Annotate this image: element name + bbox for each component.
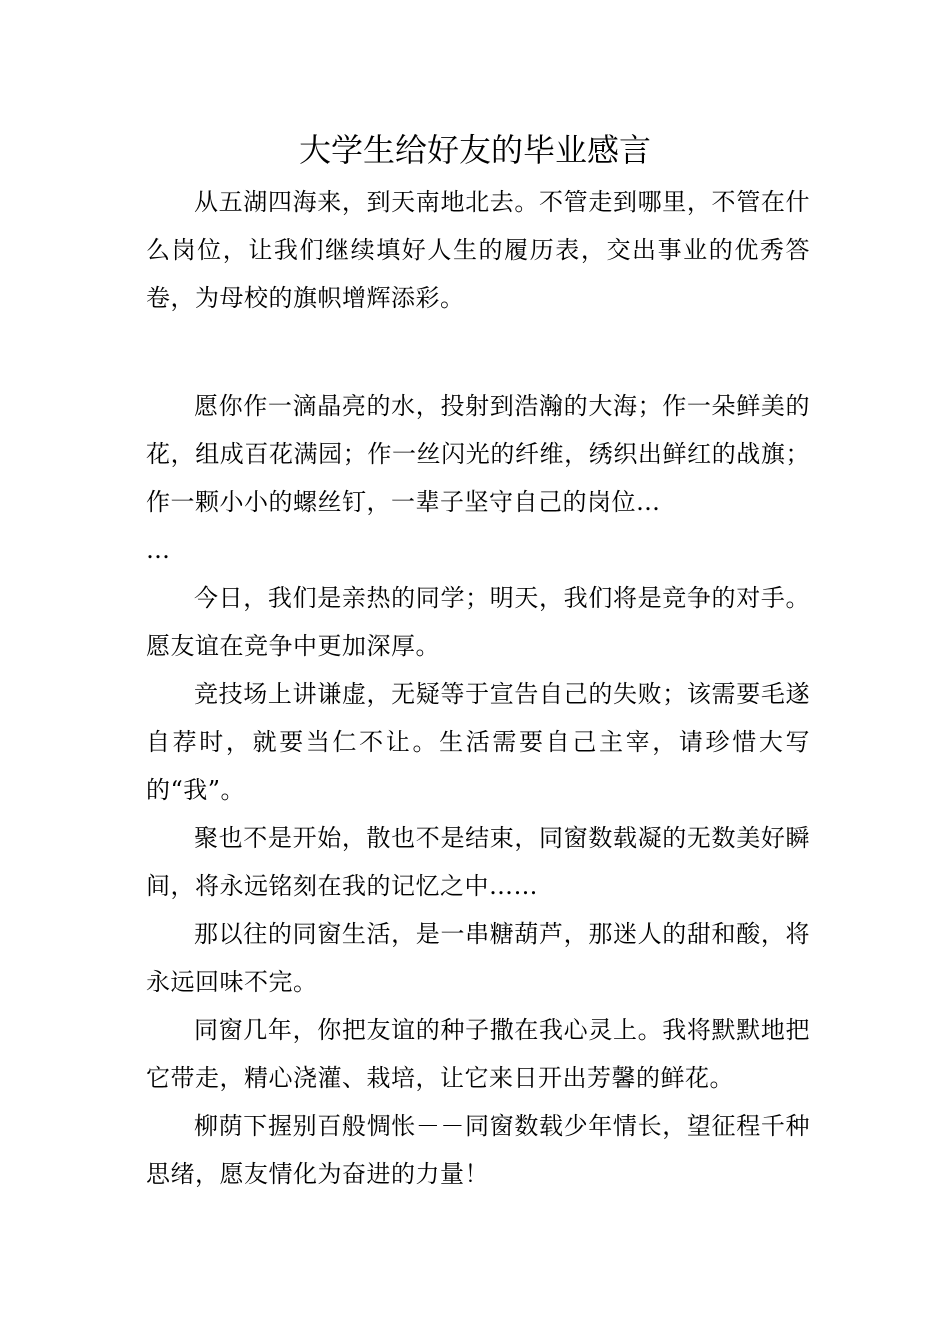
- paragraph-2: 愿你作一滴晶亮的水，投射到浩瀚的大海；作一朵鲜美的花，组成百花满园；作一丝闪光的纤维，绣织出鲜红的战旗；作一颗小小的螺丝钉，一辈子坚守自己的岗位…: [146, 392, 810, 516]
- paragraph-8: 柳荫下握别百般惆怅－－同窗数载少年情长，望征程千种思绪，愿友情化为奋进的力量！: [146, 1112, 810, 1188]
- paragraph-4: 竞技场上讲谦虚，无疑等于宣告自己的失败；该需要毛遂自荐时，就要当仁不让。生活需要自己主宰，请珍惜大写的“我”。: [146, 680, 810, 804]
- paragraph-5: 聚也不是开始，散也不是结束，同窗数载凝的无数美好瞬间，将永远铭刻在我的记忆之中……: [146, 824, 810, 900]
- paragraph-2-tail: …: [146, 536, 171, 564]
- paragraph-3: 今日，我们是亲热的同学；明天，我们将是竞争的对手。愿友谊在竞争中更加深厚。: [146, 584, 810, 660]
- document-title: 大学生给好友的毕业感言: [298, 131, 651, 169]
- paragraph-6: 那以往的同窗生活，是一串糖葫芦，那迷人的甜和酸，将永远回味不完。: [146, 920, 810, 996]
- paragraph-1: 从五湖四海来，到天南地北去。不管走到哪里，不管在什么岗位，让我们继续填好人生的履历表，交出事业的优秀答卷，为母校的旗帜增辉添彩。: [146, 188, 810, 312]
- document-body: [146, 178, 810, 1198]
- paragraph-gap: [146, 322, 810, 382]
- paragraph-7: 同窗几年，你把友谊的种子撒在我心灵上。我将默默地把它带走，精心浇灌、栽培，让它来日开出芳馨的鲜花。: [146, 1016, 810, 1092]
